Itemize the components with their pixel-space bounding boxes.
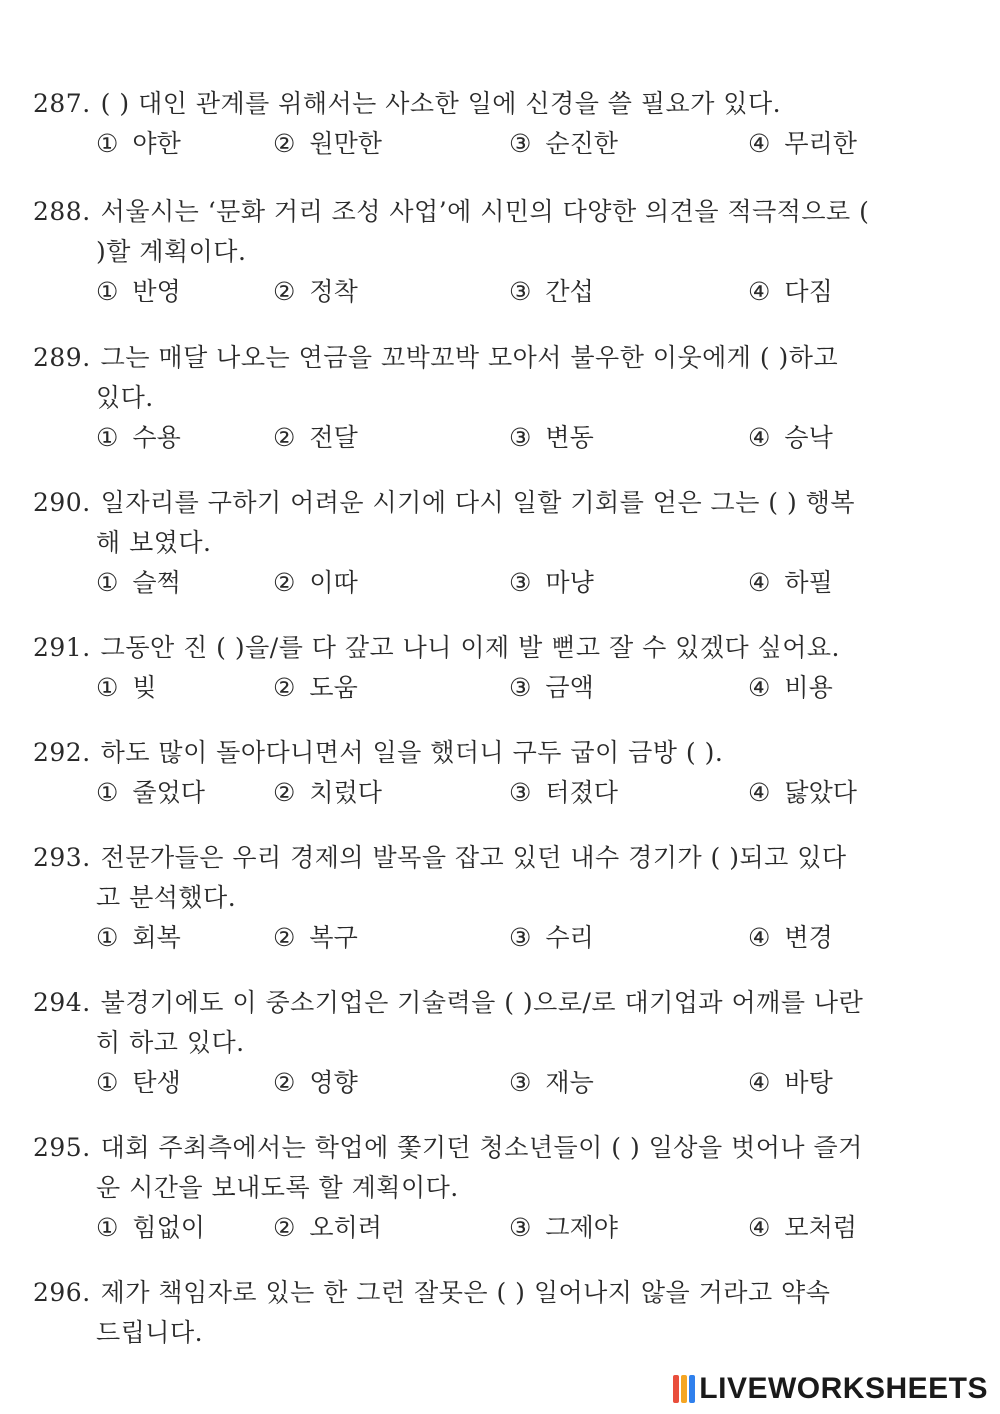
option-text: 반영: [132, 277, 181, 306]
option-number: ④: [748, 673, 771, 702]
option-text: 빚: [132, 673, 157, 702]
option-text: 슬쩍: [132, 568, 181, 597]
question-292: [33, 733, 958, 813]
answer-options: [33, 563, 958, 603]
option-number: ④: [748, 778, 771, 807]
option-number: ①: [96, 423, 119, 452]
option-text: 줄었다: [132, 778, 205, 807]
option-text: 힘없이: [132, 1213, 205, 1242]
answer-option-4[interactable]: [748, 668, 833, 708]
option-text: 금액: [545, 673, 594, 702]
option-number: ②: [273, 923, 296, 952]
question-text-line: [33, 1273, 958, 1313]
option-text: 하필: [784, 568, 833, 597]
question-text-line: [33, 628, 958, 668]
question-287: [33, 84, 958, 164]
option-number: ③: [509, 923, 532, 952]
answer-option-3[interactable]: [509, 418, 594, 458]
option-text: 탄생: [132, 1068, 181, 1097]
option-number: ①: [96, 1068, 119, 1097]
option-text: 원만한: [309, 129, 382, 158]
question-text-continuation: 드립니다.: [96, 1318, 204, 1347]
answer-option-2[interactable]: [273, 668, 358, 708]
answer-option-3[interactable]: [509, 1208, 618, 1248]
question-295: [33, 1128, 958, 1248]
liveworksheets-logo: [673, 1372, 988, 1406]
option-number: ④: [748, 1068, 771, 1097]
option-number: ④: [748, 277, 771, 306]
answer-option-2[interactable]: [273, 918, 358, 958]
option-number: ①: [96, 673, 119, 702]
answer-option-3[interactable]: [509, 918, 594, 958]
question-text: ( ) 대인 관계를 위해서는 사소한 일에 신경을 쓸 필요가 있다.: [100, 89, 782, 118]
question-number: 293.: [33, 843, 91, 872]
option-number: ③: [509, 277, 532, 306]
option-number: ③: [509, 1213, 532, 1242]
question-number: 291.: [33, 633, 91, 662]
question-text-line: [33, 733, 958, 773]
answer-option-2[interactable]: [273, 1063, 358, 1103]
option-number: ③: [509, 673, 532, 702]
answer-option-4[interactable]: [748, 563, 833, 603]
option-number: ①: [96, 568, 119, 597]
option-text: 그제야: [545, 1213, 618, 1242]
question-293: [33, 838, 958, 958]
question-number: 290.: [33, 488, 91, 517]
answer-option-3[interactable]: [509, 668, 594, 708]
question-text: 서울시는 ‘문화 거리 조성 사업’에 시민의 다양한 의견을 적극적으로 (: [100, 197, 870, 226]
option-text: 변동: [545, 423, 594, 452]
question-number: 295.: [33, 1133, 91, 1162]
answer-options: [33, 668, 958, 708]
option-number: ①: [96, 778, 119, 807]
option-text: 도움: [309, 673, 358, 702]
answer-option-1[interactable]: [96, 918, 181, 958]
question-289: [33, 338, 958, 458]
answer-options: [33, 272, 958, 312]
answer-option-3[interactable]: [509, 563, 594, 603]
option-text: 순진한: [545, 129, 618, 158]
question-text: 대회 주최측에서는 학업에 쫓기던 청소년들이 ( ) 일상을 벗어나 즐거: [100, 1133, 863, 1162]
answer-option-3[interactable]: [509, 1063, 594, 1103]
option-text: 터졌다: [545, 778, 618, 807]
option-text: 다짐: [784, 277, 833, 306]
question-text: 제가 책임자로 있는 한 그런 잘못은 ( ) 일어나지 않을 거라고 약속: [100, 1278, 831, 1307]
option-number: ①: [96, 1213, 119, 1242]
option-number: ①: [96, 129, 119, 158]
answer-option-2[interactable]: [273, 272, 358, 312]
answer-option-4[interactable]: [748, 1208, 857, 1248]
option-number: ②: [273, 1213, 296, 1242]
answer-option-1[interactable]: [96, 418, 181, 458]
question-text-line: [33, 483, 958, 523]
answer-option-2[interactable]: [273, 563, 358, 603]
option-text: 야한: [132, 129, 181, 158]
option-number: ③: [509, 1068, 532, 1097]
question-text: 그동안 진 ( )을/를 다 갚고 나니 이제 발 뻗고 잘 수 있겠다 싶어요.: [100, 633, 840, 662]
answer-options: [33, 418, 958, 458]
question-text-continuation: 해 보였다.: [96, 528, 212, 557]
question-text: 그는 매달 나오는 연금을 꼬박꼬박 모아서 불우한 이웃에게 ( )하고: [100, 343, 839, 372]
answer-option-2[interactable]: [273, 124, 382, 164]
liveworksheets-logo-icon: [673, 1375, 695, 1403]
option-number: ②: [273, 673, 296, 702]
question-text-continuation: 운 시간을 보내도록 할 계획이다.: [96, 1173, 459, 1202]
answer-option-2[interactable]: [273, 1208, 382, 1248]
question-number: 292.: [33, 738, 91, 767]
question-288: [33, 192, 958, 312]
question-text-continuation: 있다.: [96, 383, 154, 412]
option-number: ②: [273, 568, 296, 597]
answer-option-3[interactable]: [509, 773, 618, 813]
answer-option-4[interactable]: [748, 124, 857, 164]
option-number: ③: [509, 129, 532, 158]
answer-option-2[interactable]: [273, 418, 358, 458]
option-text: 변경: [784, 923, 833, 952]
option-text: 마냥: [545, 568, 594, 597]
answer-option-4[interactable]: [748, 918, 833, 958]
answer-option-4[interactable]: [748, 418, 833, 458]
option-text: 수용: [132, 423, 181, 452]
question-text-line: [33, 338, 958, 378]
option-number: ④: [748, 423, 771, 452]
question-text-line: [33, 84, 958, 124]
answer-option-3[interactable]: [509, 124, 618, 164]
answer-options: [33, 1063, 958, 1103]
answer-option-4[interactable]: [748, 272, 833, 312]
option-text: 영향: [309, 1068, 358, 1097]
option-text: 비용: [784, 673, 833, 702]
answer-options: [33, 918, 958, 958]
answer-option-1[interactable]: [96, 124, 181, 164]
question-text: 불경기에도 이 중소기업은 기술력을 ( )으로/로 대기업과 어깨를 나란: [100, 988, 864, 1017]
option-text: 바탕: [784, 1068, 833, 1097]
question-291: [33, 628, 958, 708]
question-290: [33, 483, 958, 603]
answer-option-1[interactable]: [96, 272, 181, 312]
option-text: 수리: [545, 923, 594, 952]
option-number: ③: [509, 568, 532, 597]
question-text-line: [33, 838, 958, 878]
answer-option-2[interactable]: [273, 773, 382, 813]
question-text-line: [33, 1128, 958, 1168]
answer-option-1[interactable]: [96, 773, 205, 813]
answer-option-3[interactable]: [509, 272, 594, 312]
option-number: ②: [273, 423, 296, 452]
question-number: 289.: [33, 343, 91, 372]
question-text-line: [33, 983, 958, 1023]
option-text: 간섭: [545, 277, 594, 306]
question-number: 296.: [33, 1278, 91, 1307]
answer-option-4[interactable]: [748, 1063, 833, 1103]
answer-options: [33, 1208, 958, 1248]
question-number: 287.: [33, 89, 91, 118]
option-text: 치렀다: [309, 778, 382, 807]
question-number: 288.: [33, 197, 91, 226]
option-text: 회복: [132, 923, 181, 952]
option-number: ④: [748, 1213, 771, 1242]
option-text: 복구: [309, 923, 358, 952]
question-number: 294.: [33, 988, 91, 1017]
option-text: 정착: [309, 277, 358, 306]
question-text-continuation: 고 분석했다.: [96, 883, 237, 912]
option-text: 재능: [545, 1068, 594, 1097]
option-number: ①: [96, 923, 119, 952]
option-text: 이따: [309, 568, 358, 597]
answer-option-1[interactable]: [96, 1063, 181, 1103]
brand-name: LIVEWORKSHEETS: [699, 1372, 988, 1405]
option-number: ④: [748, 129, 771, 158]
question-294: [33, 983, 958, 1103]
option-number: ④: [748, 923, 771, 952]
option-text: 전달: [309, 423, 358, 452]
answer-options: [33, 773, 958, 813]
answer-option-4[interactable]: [748, 773, 857, 813]
answer-option-1[interactable]: [96, 563, 181, 603]
option-text: 닳았다: [784, 778, 857, 807]
question-text: 전문가들은 우리 경제의 발목을 잡고 있던 내수 경기가 ( )되고 있다: [100, 843, 847, 872]
option-text: 모처럼: [784, 1213, 857, 1242]
question-296: [33, 1273, 958, 1353]
option-text: 무리한: [784, 129, 857, 158]
answer-option-1[interactable]: [96, 668, 157, 708]
option-number: ②: [273, 778, 296, 807]
question-text-continuation: 히 하고 있다.: [96, 1028, 245, 1057]
option-number: ②: [273, 277, 296, 306]
option-text: 승낙: [784, 423, 833, 452]
option-number: ③: [509, 778, 532, 807]
option-number: ②: [273, 129, 296, 158]
option-number: ②: [273, 1068, 296, 1097]
question-text: 하도 많이 돌아다니면서 일을 했더니 구두 굽이 금방 ( ).: [100, 738, 724, 767]
option-text: 오히려: [309, 1213, 382, 1242]
answer-option-1[interactable]: [96, 1208, 205, 1248]
question-text-continuation: )할 계획이다.: [96, 237, 247, 266]
answer-options: [33, 124, 958, 164]
question-text: 일자리를 구하기 어려운 시기에 다시 일할 기회를 얻은 그는 ( ) 행복: [100, 488, 855, 517]
option-number: ①: [96, 277, 119, 306]
option-number: ④: [748, 568, 771, 597]
question-text-line: [33, 192, 958, 232]
option-number: ③: [509, 423, 532, 452]
